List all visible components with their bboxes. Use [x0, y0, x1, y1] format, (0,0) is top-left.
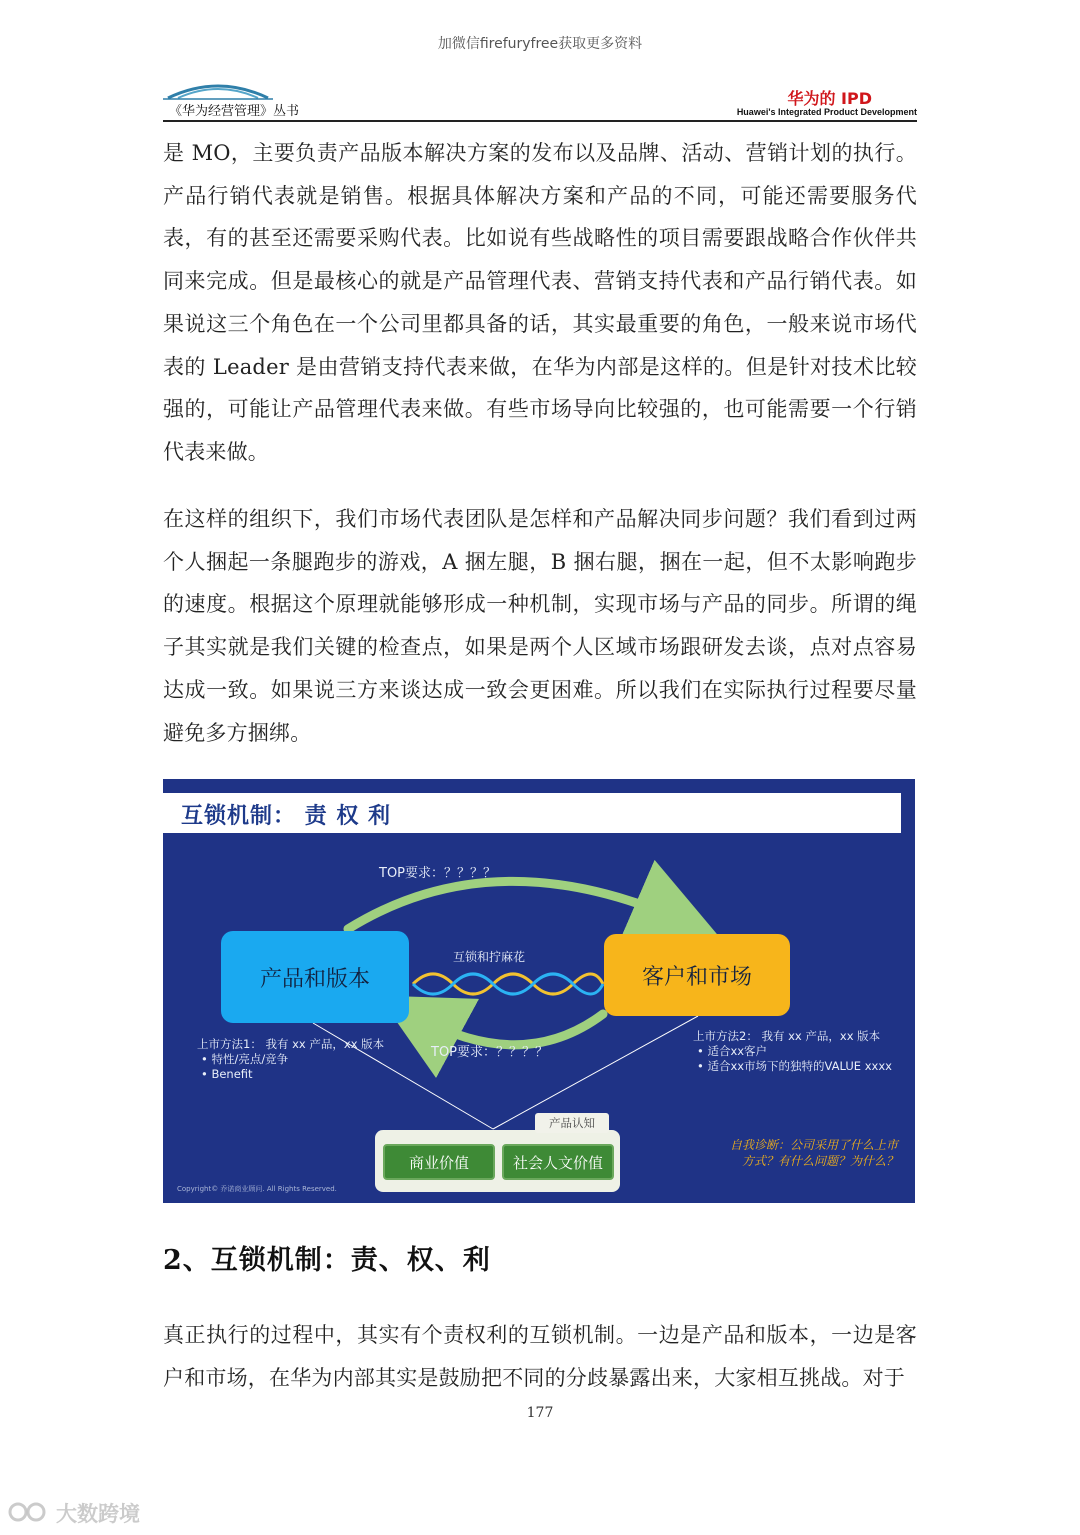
social-value-box: 社会人文价值	[502, 1144, 614, 1180]
method-item: • 适合xx客户	[697, 1044, 768, 1058]
book-logo-icon	[163, 78, 273, 100]
book-series-title: 《华为经营管理》丛书	[169, 104, 300, 119]
method-item: • 适合xx市场下的独特的VALUE xxxx	[697, 1059, 892, 1073]
interlock-slide	[163, 779, 915, 1203]
method-item: • Benefit	[201, 1067, 253, 1081]
book-brand: 华为的 IPD	[787, 89, 872, 108]
top-requirement-label: TOP要求：？？？？	[379, 866, 497, 881]
slide-title: 互锁机制： 责 权 利	[181, 804, 391, 829]
body-paragraph: 在这样的组织下，我们市场代表团队是怎样和产品解决同步问题？我们看到过两个人捆起一条腿跑步的游戏，A 捆左腿，B 捆右腿，捆在一起，但不太影响跑步的速度。根据这个原理就能够形成一种机制，实现市场与产品的同步。所谓的绳子其实就是我们关键的检查点，如果是两个人区域市场跟研发去谈，点对点容易达成一致。如果说三方来谈达成一致会更困难。所以我们在实际执行过程要尽量避免多方捆绑。	[163, 507, 917, 745]
body-paragraph: 真正执行的过程中，其实有个责权利的互锁机制。一边是产品和版本，一边是客户和市场，在华为内部其实是鼓励把不同的分歧暴露出来，大家相互挑战。对于	[163, 1323, 917, 1390]
body-paragraph: 是 MO，主要负责产品版本解决方案的发布以及品牌、活动、营销计划的执行。产品行销代表就是销售。根据具体解决方案和产品的不同，可能还需要服务代表，有的甚至还需要采购代表。比如说有些战略性的项目需要跟战略合作伙伴共同来完成。但是最核心的就是产品管理代表、营销支持代表和产品行销代表。如果说这三个角色在一个公司里都具备的话，其实最重要的角色，一般来说市场代表的 Leader 是由营销支持代表来做，在华为内部是这样的。但是针对技术比较强的，可能让产品管理代表来做。有些市场导向比较强的，也可能需要一个行销代表来做。	[163, 141, 917, 464]
page-number: 177	[526, 1405, 554, 1421]
slide-copyright: Copyright© 乔诺商业顾问. All Rights Reserved.	[177, 1185, 337, 1193]
section-heading: 2、互锁机制：责、权、利	[163, 1245, 491, 1276]
bottom-watermark: 大数跨境	[56, 1502, 140, 1526]
launch-method-1	[197, 1037, 384, 1082]
product-version-box: 产品和版本	[221, 931, 409, 1023]
top-arrow	[348, 881, 678, 929]
self-diagnosis-note: 自我诊断：公司采用了什么上市方式？有什么问题？为什么？	[729, 1138, 898, 1168]
product-perception-label: 产品认知	[535, 1113, 609, 1133]
top-requirement-label: TOP要求：？？？？	[431, 1045, 549, 1060]
method-item: • 特性/亮点/竞争	[201, 1052, 289, 1066]
top-watermark: 加微信firefuryfree获取更多资料	[437, 36, 643, 52]
book-brand-subtitle: Huawei's Integrated Product Development	[736, 107, 917, 117]
method-title: 上市方法1： 我有 xx 产品，xx 版本	[197, 1037, 385, 1051]
customer-market-box: 客户和市场	[604, 934, 790, 1016]
page-header	[163, 78, 917, 122]
launch-method-2	[693, 1029, 892, 1074]
watermark-logo-icon	[8, 1500, 52, 1524]
dna-helix-icon	[413, 974, 603, 994]
method-title: 上市方法2： 我有 xx 产品，xx 版本	[693, 1029, 881, 1043]
interlock-label: 互锁和拧麻花	[453, 950, 526, 964]
business-value-box: 商业价值	[383, 1144, 495, 1180]
